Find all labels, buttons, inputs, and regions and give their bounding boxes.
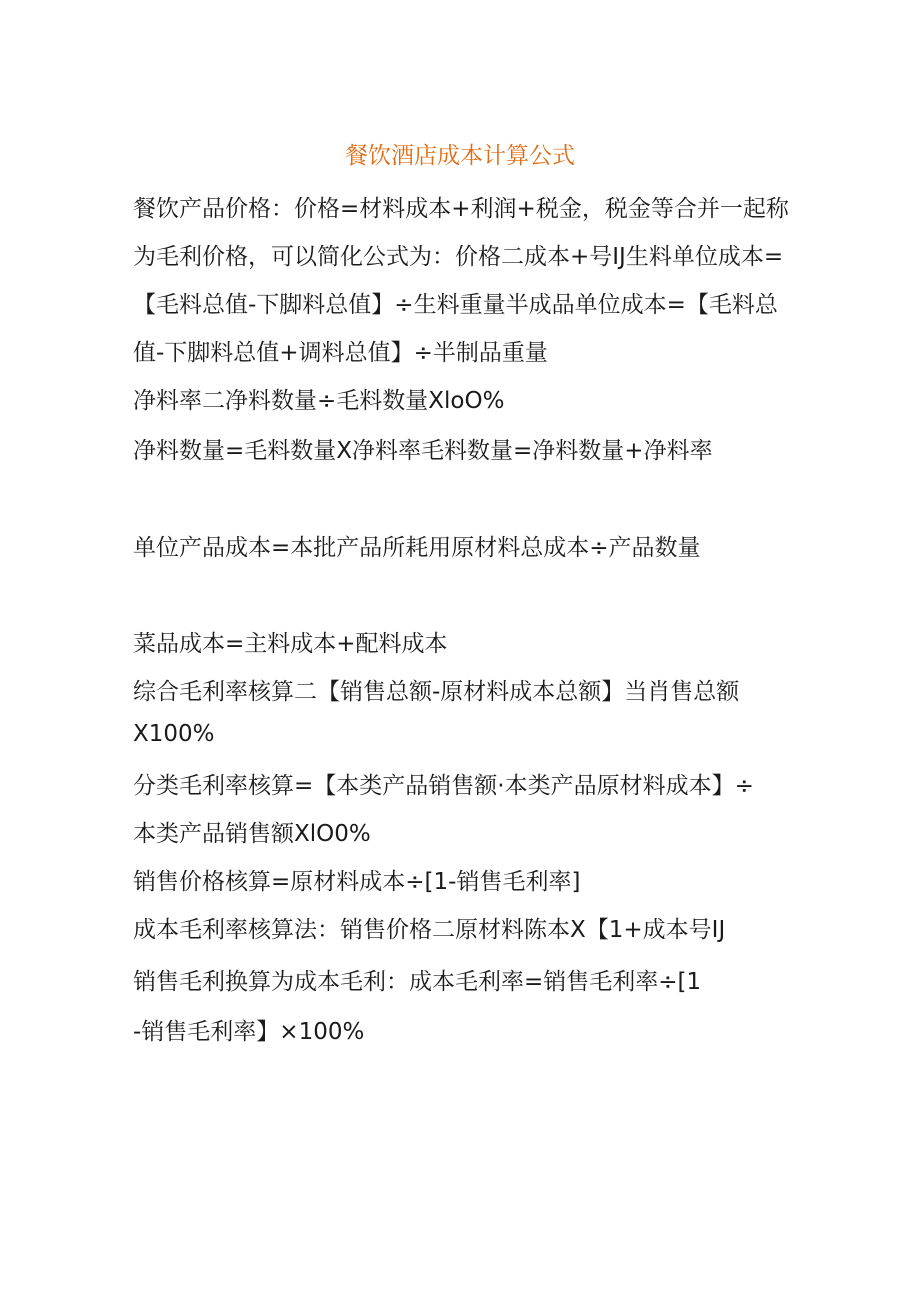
text-line: 菜品成本=主料成本+配料成本: [133, 631, 448, 657]
text-line: 单位产品成本=本批产品所耗用原材料总成本÷产品数量: [133, 535, 701, 561]
text-line: 销售价格核算=原材料成本÷[1-销售毛利率]: [133, 869, 581, 895]
text-line: 值-下脚料总值+调料总值】÷半制品重量: [133, 340, 548, 366]
text-line: 分类毛利率核算=【本类产品销售额·本类产品原材料成本】÷: [133, 773, 754, 799]
text-line: 本类产品销售额XlO0%: [133, 821, 371, 847]
text-line: -销售毛利率】×100%: [133, 1019, 365, 1045]
text-line: 为毛利价格，可以简化公式为：价格二成本+号IJ生料单位成本=: [133, 244, 784, 270]
text-line: X100%: [133, 721, 215, 747]
text-line: 净料数量=毛料数量X净料率毛料数量=净料数量+净料率: [133, 438, 713, 464]
text-line: 销售毛利换算为成本毛利：成本毛利率=销售毛利率÷[1: [133, 969, 702, 995]
document-title: 餐饮酒店成本计算公式: [345, 143, 575, 169]
text-line: 餐饮产品价格：价格=材料成本+利润+税金，税金等合并一起称: [133, 196, 789, 222]
text-line: 净料率二净料数量÷毛料数量XloO%: [133, 388, 505, 414]
text-line: 【毛料总值-下脚料总值】÷生料重量半成品单位成本=【毛料总: [133, 292, 778, 318]
text-line: 成本毛利率核算法：销售价格二原材料陈本X【1+成本号IJ: [133, 917, 726, 943]
text-line: 综合毛利率核算二【销售总额-原材料成本总额】当肖售总额: [133, 679, 740, 705]
